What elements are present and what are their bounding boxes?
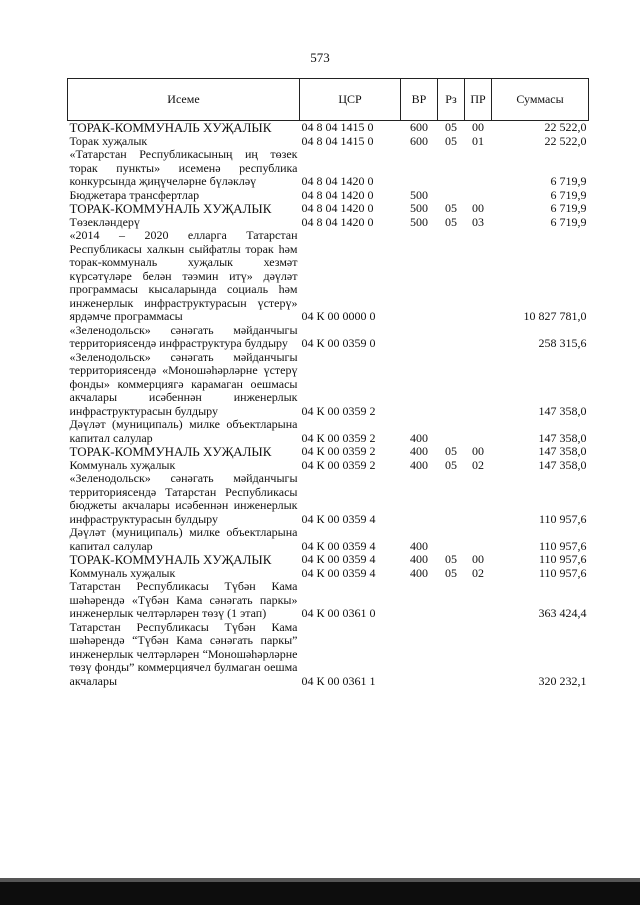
table-header-row xyxy=(68,79,589,121)
row-name: Коммуналь хуҗалык xyxy=(69,457,176,472)
row-csr: 04 К 00 0359 4 xyxy=(301,538,376,553)
row-name: ТОРАК-КОММУНАЛЬ ХУҖАЛЫК xyxy=(69,201,272,216)
scan-border xyxy=(0,882,640,905)
table-row xyxy=(68,216,589,230)
row-pr: 00 xyxy=(472,201,484,215)
row-vr: 500 xyxy=(410,201,428,215)
table-row xyxy=(68,553,589,567)
row-pr: 01 xyxy=(472,133,484,148)
row-name: «Татарстан Республикасының иң төзек торак пункты» исеменә республика конкурсында җиңүчеләрне бүләкләү xyxy=(69,147,298,188)
row-sum: 22 522,0 xyxy=(544,120,587,134)
row-vr: 400 xyxy=(410,538,428,553)
row-pr xyxy=(465,148,492,189)
row-vr: 400 xyxy=(410,430,428,445)
row-csr: 04 К 00 0359 2 xyxy=(301,457,376,472)
table-row xyxy=(68,202,589,216)
row-sum: 6 719,9 xyxy=(550,201,587,215)
row-csr: 04 К 00 0361 0 xyxy=(301,606,376,620)
row-csr: 04 К 00 0359 4 xyxy=(301,511,376,526)
row-pr: 02 xyxy=(472,565,484,580)
row-vr: 500 xyxy=(410,187,428,202)
row-pr: 03 xyxy=(472,214,484,229)
row-rz xyxy=(438,229,465,324)
row-name: ТОРАК-КОММУНАЛЬ ХУҖАЛЫК xyxy=(69,552,272,567)
table-row xyxy=(68,148,589,189)
row-vr xyxy=(401,351,438,419)
row-sum: 22 522,0 xyxy=(544,133,587,148)
row-csr: 04 8 04 1415 0 xyxy=(301,120,374,134)
table-body xyxy=(68,121,589,689)
row-name: «Зеленодольск» сәнәгать мәйданчыгы территориясендә инфраструктура булдыру xyxy=(69,322,298,350)
row-csr: 04 К 00 0359 0 xyxy=(301,336,376,350)
row-name: Дәүләт (муниципаль) милке объектларына капитал салулар xyxy=(69,417,298,445)
row-pr xyxy=(465,324,492,351)
row-pr xyxy=(465,472,492,526)
row-sum: 320 232,1 xyxy=(538,673,587,688)
table-row xyxy=(68,621,589,689)
header-csr: ЦСР xyxy=(300,79,401,121)
table-row xyxy=(68,580,589,621)
row-sum: 10 827 781,0 xyxy=(523,309,587,323)
row-vr: 600 xyxy=(410,120,428,134)
row-name: Бюджетара трансфертлар xyxy=(69,187,200,202)
row-sum: 147 358,0 xyxy=(538,444,587,458)
row-pr: 02 xyxy=(472,457,484,472)
row-name: Татарстан Республикасы Түбән Кама шәһәрендә «Түбән Кама сәнәгать паркы» инженерлык челтәрләрен төзү (1 этап) xyxy=(69,579,298,620)
table-row xyxy=(68,472,589,526)
row-rz: 05 xyxy=(445,120,457,134)
row-sum: 6 719,9 xyxy=(550,214,587,229)
row-sum: 6 719,9 xyxy=(550,187,587,202)
row-csr: 04 8 04 1415 0 xyxy=(301,133,374,148)
row-pr xyxy=(465,229,492,324)
row-csr: 04 8 04 1420 0 xyxy=(301,201,374,215)
row-rz xyxy=(438,580,465,621)
row-sum: 110 957,6 xyxy=(538,511,587,526)
header-rz: Рз xyxy=(438,79,465,121)
table-row xyxy=(68,121,589,135)
row-csr: 04 К 00 0359 4 xyxy=(301,552,376,566)
row-pr xyxy=(465,418,492,445)
row-vr: 400 xyxy=(410,444,428,458)
row-sum: 147 358,0 xyxy=(538,430,587,445)
row-rz: 05 xyxy=(445,133,457,148)
row-csr: 04 К 00 0359 2 xyxy=(301,444,376,458)
row-name: Торак хуҗалык xyxy=(69,133,148,148)
row-vr: 500 xyxy=(410,214,428,229)
row-vr: 400 xyxy=(410,552,428,566)
row-pr xyxy=(465,621,492,689)
row-rz: 05 xyxy=(445,214,457,229)
row-pr: 00 xyxy=(472,120,484,134)
row-name: ТОРАК-КОММУНАЛЬ ХУҖАЛЫК xyxy=(69,444,272,459)
table-row xyxy=(68,324,589,351)
row-rz xyxy=(438,189,465,203)
row-sum: 258 315,6 xyxy=(538,336,587,350)
row-csr: 04 К 00 0359 2 xyxy=(301,430,376,445)
row-vr xyxy=(401,472,438,526)
row-sum: 110 957,6 xyxy=(538,565,587,580)
table-row xyxy=(68,445,589,459)
row-vr: 600 xyxy=(410,133,428,148)
row-csr: 04 8 04 1420 0 xyxy=(301,187,374,202)
row-vr xyxy=(401,148,438,189)
row-name: Дәүләт (муниципаль) милке объектларына капитал салулар xyxy=(69,525,298,553)
row-csr: 04 К 00 0359 2 xyxy=(301,403,376,418)
row-pr: 00 xyxy=(472,552,484,566)
row-name: Коммуналь хуҗалык xyxy=(69,565,176,580)
row-sum: 147 358,0 xyxy=(538,457,587,472)
table-row xyxy=(68,526,589,553)
table-row xyxy=(68,351,589,419)
table-row xyxy=(68,567,589,581)
row-rz: 05 xyxy=(445,201,457,215)
row-name: «Зеленодольск» сәнәгать мәйданчыгы территориясендә Татарстан Республикасы бюджеты акчалары исәбеннән инженерлык инфраструктурасын булдыру xyxy=(69,471,298,526)
row-rz: 05 xyxy=(445,457,457,472)
row-rz: 05 xyxy=(445,444,457,458)
row-rz xyxy=(438,324,465,351)
table-row xyxy=(68,459,589,473)
table-row xyxy=(68,189,589,203)
header-name: Исеме xyxy=(68,79,300,121)
header-vr: ВР xyxy=(401,79,438,121)
header-pr: ПР xyxy=(465,79,492,121)
row-pr: 00 xyxy=(472,444,484,458)
row-csr: 04 К 00 0000 0 xyxy=(301,309,376,323)
row-rz xyxy=(438,351,465,419)
row-sum: 110 957,6 xyxy=(538,538,587,553)
row-rz xyxy=(438,526,465,553)
row-name: ТОРАК-КОММУНАЛЬ ХУҖАЛЫК xyxy=(69,120,272,135)
row-sum: 110 957,6 xyxy=(538,552,587,566)
row-vr: 400 xyxy=(410,565,428,580)
row-csr: 04 К 00 0361 1 xyxy=(301,673,376,688)
row-sum: 147 358,0 xyxy=(538,403,587,418)
row-csr: 04 8 04 1420 0 xyxy=(301,174,374,188)
row-name: Төзекләндерү xyxy=(69,214,140,229)
row-vr: 400 xyxy=(410,457,428,472)
row-rz: 05 xyxy=(445,552,457,566)
row-pr xyxy=(465,351,492,419)
row-rz: 05 xyxy=(445,565,457,580)
row-name: «2014 – 2020 елларга Татарстан Республикасы халкын сыйфатлы торак һәм торак-коммуналь хуҗалык хезмәт күрсәтүләре белән тәэмин итү» дәүләт программасы кысаларында социаль һәм инженерлык инфраструктурасын үстерү» ярдәмче программасы xyxy=(69,228,298,323)
row-csr: 04 8 04 1420 0 xyxy=(301,214,374,229)
row-rz xyxy=(438,148,465,189)
table-row xyxy=(68,229,589,324)
row-vr xyxy=(401,621,438,689)
table-row xyxy=(68,135,589,149)
table-row xyxy=(68,418,589,445)
row-csr: 04 К 00 0359 4 xyxy=(301,565,376,580)
row-vr xyxy=(401,324,438,351)
row-vr xyxy=(401,229,438,324)
row-pr xyxy=(465,189,492,203)
row-pr xyxy=(465,526,492,553)
row-rz xyxy=(438,418,465,445)
row-rz xyxy=(438,621,465,689)
header-sum: Суммасы xyxy=(492,79,589,121)
row-name: «Зеленодольск» сәнәгать мәйданчыгы территориясендә «Моношәһәрләрне үстерү фонды» коммерциягә карамаган оешмасы акчалары исәбеннән инженерлык инфраструктурасын булдыру xyxy=(69,349,298,418)
page-number: 573 xyxy=(310,50,330,65)
row-name: Татарстан Республикасы Түбән Кама шәһәрендә “Түбән Кама сәнәгать паркы” инженерлык челтәрләрен “Моношәһәрләрне төзү фонды” коммерциячел булмаган оешма акчалары xyxy=(69,619,298,688)
budget-table xyxy=(67,78,589,688)
row-vr xyxy=(401,580,438,621)
row-pr xyxy=(465,580,492,621)
row-sum: 363 424,4 xyxy=(538,606,587,620)
row-sum: 6 719,9 xyxy=(550,174,587,188)
row-rz xyxy=(438,472,465,526)
